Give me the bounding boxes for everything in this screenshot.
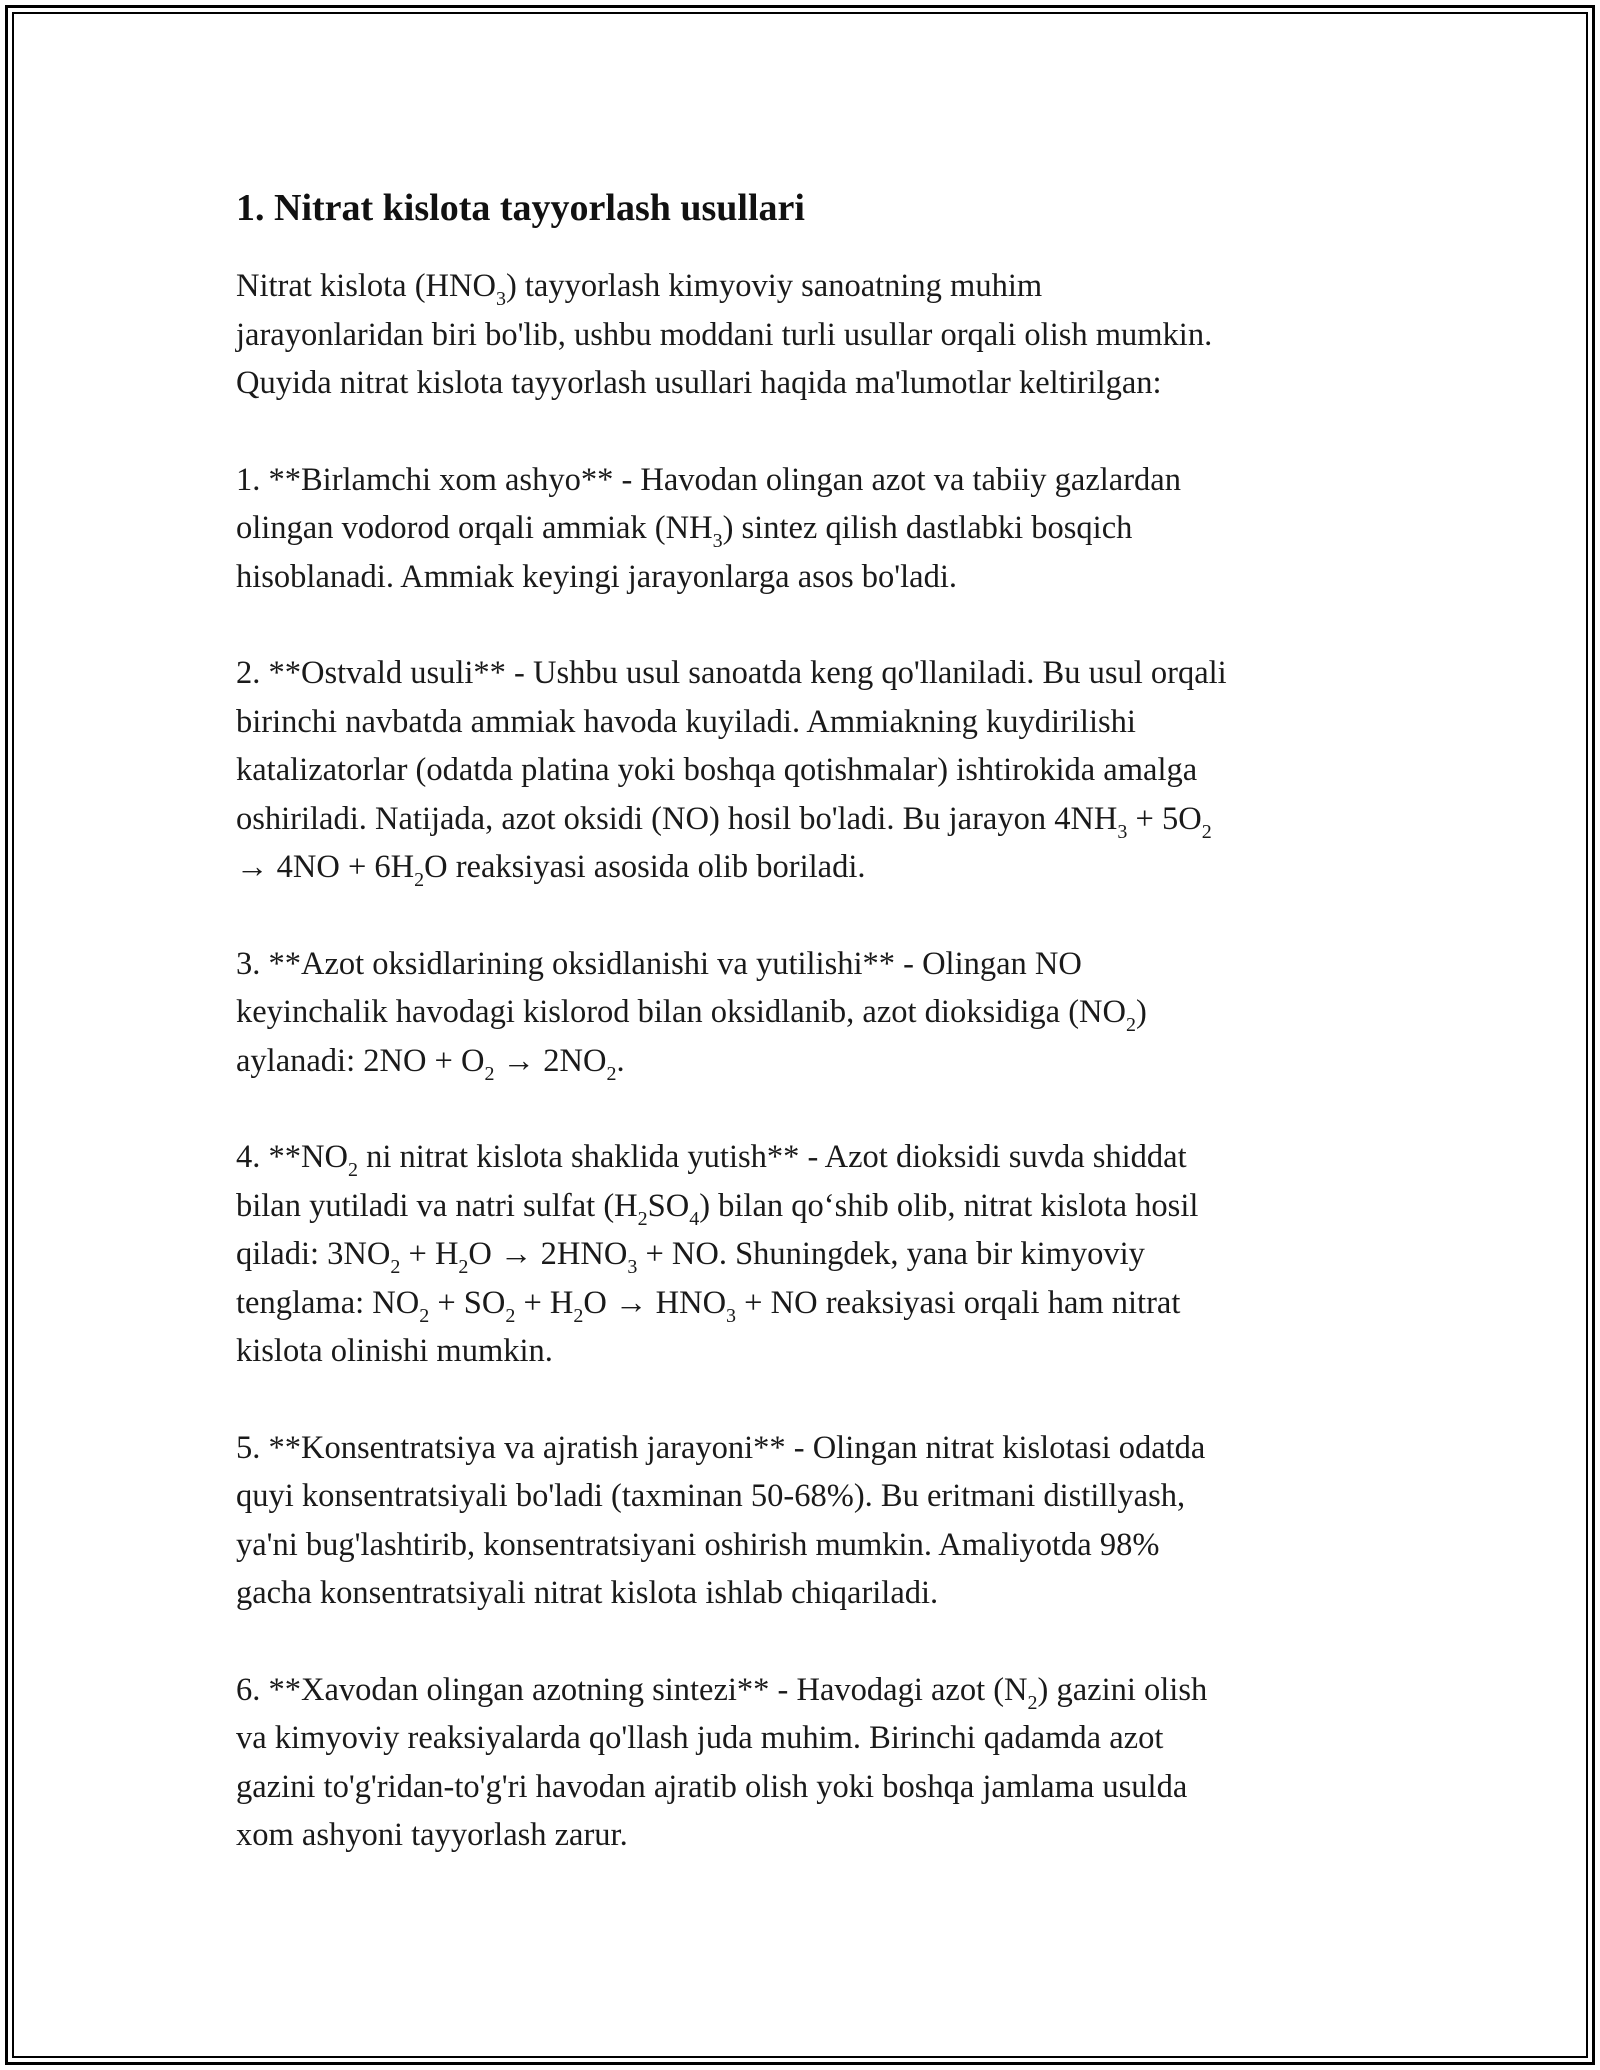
document-title: 1. Nitrat kislota tayyorlash usullari (236, 187, 805, 229)
method-item-3: 3. **Azot oksidlarining oksidlanishi va yutilishi** - Olingan NO keyinchalik havodagi kislorod bilan oksidlanib, azot dioksidiga $(NO_2)$ aylanadi: $2NO + O_2 \to 2NO_2$. (236, 945, 1147, 1085)
method-item-1: 1. **Birlamchi xom ashyo** - Havodan olingan azot va tabiiy gazlardan olingan vodorod orqali ammiak $(NH_3)$ sintez qilish dastlabki bosqich hisoblanadi. Ammiak keyingi jarayonlarga asos bo'ladi. (236, 461, 1181, 595)
intro-paragraph: Nitrat kislota $(HNO_3)$ tayyorlash kimyoviy sanoatning muhim jarayonlaridan biri bo'lib, ushbu moddani turli usullar orqali olish mumkin. Quyida nitrat kislota tayyorlash usullari haqida ma'lumotlar keltirilgan: (236, 268, 1213, 401)
method-item-4: 4. $**NO_2$ ni nitrat kislota shaklida yutish** - Azot dioksidi suvda shiddat bilan yutiladi va natri sulfat $(H_2SO_4)$ bilan qo‘shib olib, nitrat kislota hosil qiladi: $3NO_2 + H_2O \to 2HNO_3$ + NO. Shuningdek, yana bir kimyoviy tenglama: $NO_2 + SO_2 + H_2O \to HNO_3$ + NO reaksiyasi orqali ham nitrat kislota olinishi mumkin. (236, 1139, 1199, 1369)
method-item-6: 6. **Xavodan olingan azotning sintezi** - Havodagi azot $(N_2)$ gazini olish va kimyoviy reaksiyalarda qo'llash juda muhim. Birinchi qadamda azot gazini to'g'ridan-to'g'ri havodan ajratib olish yoki boshqa jamlama usulda xom ashyoni tayyorlash zarur. (236, 1671, 1208, 1853)
document-body (236, 184, 1366, 1908)
method-item-2: 2. **Ostvald usuli** - Ushbu usul sanoatda keng qo'llaniladi. Bu usul orqali birinchi navbatda ammiak havoda kuyiladi. Ammiakning kuydirilishi katalizatorlar (odatda platina yoki boshqa qotishmalar) ishtirokida amalga oshiriladi. Natijada, azot oksidi (NO) hosil bo'ladi. Bu jarayon $4NH_3 + 5O_2$ → $4NO + 6H_2O$ reaksiyasi asosida olib boriladi. (236, 655, 1227, 891)
method-list (236, 456, 1366, 1860)
method-item-5: 5. **Konsentratsiya va ajratish jarayoni** - Olingan nitrat kislotasi odatda quyi konsentratsiyali bo'ladi (taxminan 50-68%). Bu eritmani distillyash, ya'ni bug'lashtirib, konsentratsiyani oshirish mumkin. Amaliyotda 98% gacha konsentratsiyali nitrat kislota ishlab chiqariladi. (236, 1429, 1206, 1611)
